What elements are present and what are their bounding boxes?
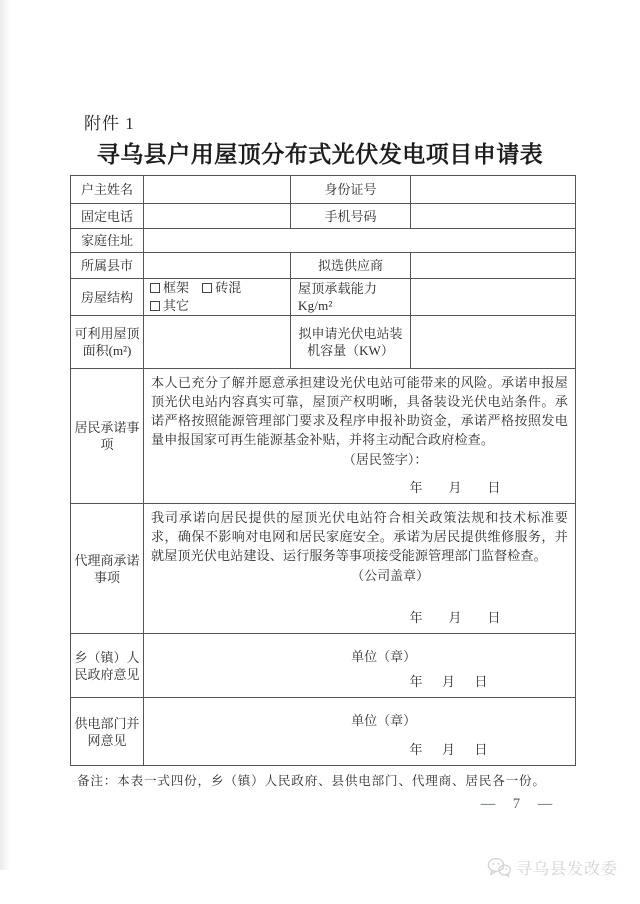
row-owner-name — [71, 176, 576, 204]
supplier-value-cell — [411, 253, 576, 279]
grid-opinion-content — [144, 699, 575, 765]
structure-option-frame — [150, 280, 189, 295]
resident-commitment-label: 居民承诺事项 — [71, 369, 144, 504]
grid-date-line: 年 月 日 — [409, 741, 488, 757]
resident-commitment-body: 本人已充分了解并愿意承担建设光伏电站可能带来的风险。承诺申报屋顶光伏电站内容真实可靠，屋顶产权明晰，具备装设光伏电站条件。承诺严格按照能源管理部门要求及程序申报补助资金，承诺严格按照发电量申报国家可再生能源基金补贴，并将主动配合政府检查。 — [151, 374, 568, 447]
structure-option-other-label: 其它 — [163, 298, 190, 313]
checkbox-icon — [150, 283, 160, 293]
checkbox-icon — [202, 283, 212, 293]
structure-option-brick — [202, 280, 241, 295]
structure-options-cell — [144, 279, 291, 316]
structure-option-other — [150, 298, 189, 313]
form-note: 备注：本表一式四份，乡（镇）人民政府、县供电部门、代理商、居民各一份。 — [77, 774, 546, 788]
resident-date-line: 年 月 日 — [409, 479, 501, 495]
row-grid-opinion — [71, 698, 576, 766]
row-township-opinion — [71, 634, 576, 698]
roof-area-label: 可利用屋顶面积(m²) — [71, 316, 144, 369]
mobile-label: 手机号码 — [291, 204, 411, 229]
county-label: 所属县市 — [71, 253, 144, 279]
scan-edge-shadow — [0, 0, 12, 870]
id-number-value-cell — [411, 176, 576, 204]
township-opinion-content — [144, 635, 575, 697]
structure-options-line1 — [144, 279, 290, 297]
wechat-icon — [487, 857, 511, 878]
roof-area-value-cell — [144, 316, 291, 369]
grid-unit-label: 单位（章） — [351, 712, 417, 728]
roof-capacity-label: 屋顶承载能力 Kg/m² — [291, 279, 411, 316]
county-value-cell — [144, 253, 291, 279]
pv-capacity-label: 拟申请光伏电站装机容量（KW） — [291, 316, 411, 369]
agent-commitment-label: 代理商承诺事项 — [71, 504, 144, 634]
row-structure — [71, 279, 576, 316]
supplier-label: 拟选供应商 — [291, 253, 411, 279]
wechat-account-name: 寻乌县发改委 — [516, 861, 619, 878]
township-opinion-cell — [144, 634, 576, 698]
structure-options-line2 — [144, 297, 290, 315]
landline-label: 固定电话 — [71, 204, 144, 229]
landline-value-cell — [144, 204, 291, 229]
id-number-label: 身份证号 — [291, 176, 411, 204]
application-form-table — [70, 175, 576, 766]
row-county — [71, 253, 576, 279]
agent-seal-label: （公司盖章） — [351, 567, 430, 583]
township-unit-label: 单位（章） — [351, 648, 417, 664]
resident-commitment-content — [144, 370, 575, 503]
township-opinion-label: 乡（镇）人民政府意见 — [71, 634, 144, 698]
page-number: — 7 — — [480, 796, 560, 812]
owner-name-value-cell — [144, 176, 291, 204]
grid-opinion-cell — [144, 698, 576, 766]
row-resident-commitment — [71, 369, 576, 504]
checkbox-icon — [150, 301, 160, 311]
agent-commitment-body: 我司承诺向居民提供的屋顶光伏电站符合相关政策法规和技术标准要求，确保不影响对电网和居民家庭安全。承诺为居民提供维修服务，并就屋顶光伏电站建设、运行服务等事项接受能源管理部门监督检查。 — [151, 509, 568, 563]
resident-commitment-cell — [144, 369, 576, 504]
owner-name-label: 户主姓名 — [71, 176, 144, 204]
wechat-account-footer — [487, 856, 618, 879]
address-label: 家庭住址 — [71, 229, 144, 253]
structure-option-frame-label: 框架 — [163, 280, 190, 295]
grid-opinion-label: 供电部门并网意见 — [71, 698, 144, 766]
township-date-line: 年 月 日 — [409, 673, 488, 689]
structure-label: 房屋结构 — [71, 279, 144, 316]
row-phone — [71, 204, 576, 229]
row-address — [71, 229, 576, 253]
agent-commitment-content — [144, 505, 575, 633]
agent-commitment-cell — [144, 504, 576, 634]
page-title: 寻乌县户用屋顶分布式光伏发电项目申请表 — [96, 142, 544, 167]
attachment-label: 附件 1 — [84, 114, 135, 133]
mobile-value-cell — [411, 204, 576, 229]
structure-option-brick-label: 砖混 — [215, 280, 242, 295]
resident-signature-label: （居民签字）： — [342, 451, 428, 467]
roof-capacity-value-cell — [411, 279, 576, 316]
row-roof-area — [71, 316, 576, 369]
row-agent-commitment — [71, 504, 576, 634]
pv-capacity-value-cell — [411, 316, 576, 369]
agent-date-line: 年 月 日 — [409, 609, 501, 625]
address-value-cell — [144, 229, 576, 253]
